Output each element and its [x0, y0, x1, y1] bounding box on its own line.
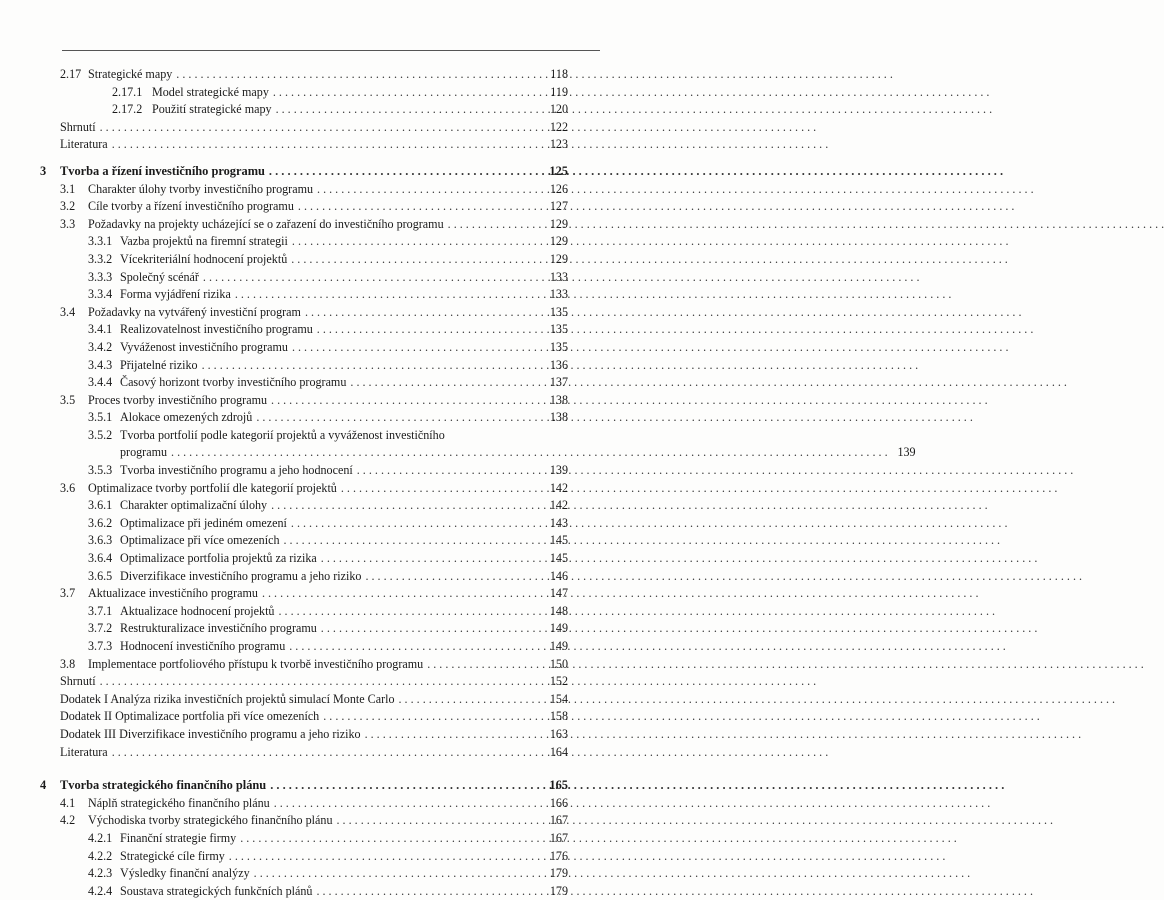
toc-entry-title: Literatura [60, 137, 108, 152]
toc-entry-number: 3.5.1 [88, 410, 113, 425]
dot-leader [292, 339, 540, 357]
dot-leader [270, 777, 540, 795]
toc-entry-title: Vyváženost investičního programu [120, 339, 288, 354]
toc-entry-number: 3.3.3 [88, 269, 113, 284]
toc-entry-page: 143 [549, 515, 568, 530]
dot-leader [276, 101, 540, 119]
toc-entry-number: 3.4.1 [88, 322, 113, 337]
toc-entry-title: Shrnutí [60, 119, 96, 134]
toc-entry-number: 3.7.3 [88, 639, 113, 653]
toc-chapter-page: 165 [549, 778, 568, 793]
toc-entry-page: 139 [549, 463, 568, 478]
toc-entry[interactable] [60, 480, 568, 498]
toc-entry-title: Požadavky na projekty ucházející se o zařazení do investičního programu [88, 216, 444, 231]
toc-entry-title: Východiska tvorby strategického finančního plánu [88, 813, 333, 828]
toc-entry-number: 3.6.5 [88, 568, 113, 583]
dot-leader [262, 585, 540, 603]
toc-entry[interactable] [60, 198, 568, 216]
toc-entry-title: Vazba projektů na firemní strategii [120, 234, 288, 249]
toc-entry[interactable] [60, 427, 916, 462]
toc-entry-title: Požadavky na vytvářený investiční program [88, 304, 301, 319]
toc-chapter-number: 4 [40, 778, 47, 793]
toc-entry-number: 3.3.1 [88, 234, 113, 249]
toc-entry-page: 166 [549, 795, 568, 810]
toc-entry-number: 3.6.2 [88, 515, 113, 530]
dot-leader [399, 691, 541, 709]
toc-entry-number: 4.2.3 [88, 866, 113, 881]
dot-leader [176, 66, 540, 84]
toc-entry-page: 129 [549, 251, 568, 266]
toc-entry-page: 139 [897, 445, 916, 460]
toc-entry-number: 3.6.3 [88, 533, 113, 548]
dot-leader [317, 321, 540, 339]
toc-entry-title: Implementace portfoliového přístupu k tvorbě investičního programu [88, 656, 424, 671]
toc-entry-page: 145 [549, 551, 568, 566]
dot-leader [291, 515, 540, 533]
toc-entry[interactable] [60, 357, 568, 375]
toc-entry-title: Alokace omezených zdrojů [120, 410, 253, 425]
dot-leader [321, 620, 540, 638]
toc-chapter-entry[interactable] [40, 163, 568, 181]
dot-leader [112, 136, 540, 154]
toc-entry-title: Dodatek III Diverzifikace investičního programu a jeho riziko [60, 726, 361, 741]
toc-entry-number: 3.3.4 [88, 287, 113, 302]
toc-entry-title: Diverzifikace investičního programu a jeho riziko [120, 568, 362, 583]
dot-leader [112, 744, 540, 762]
toc-entry-title: Cíle tvorby a řízení investičního programu [88, 199, 294, 214]
toc-entry-page: 136 [549, 357, 568, 372]
toc-entry[interactable] [60, 726, 568, 744]
toc-entry-number: 3.8 [60, 656, 76, 671]
toc-entry[interactable] [60, 532, 568, 550]
toc-entry[interactable] [60, 462, 568, 480]
toc-entry-title: Literatura [60, 744, 108, 759]
dot-leader [317, 181, 540, 199]
toc-entry-page: 149 [549, 639, 568, 653]
toc-entry-number: 4.2.2 [88, 848, 113, 863]
toc-entry-title: Soustava strategických funkčních plánů [120, 883, 313, 898]
toc-entry[interactable] [60, 673, 568, 691]
toc-entry-number: 3.6.4 [88, 551, 113, 566]
toc-entry[interactable] [60, 883, 568, 900]
toc-entry-title: Optimalizace tvorby portfolií dle kategorií projektů [88, 480, 337, 495]
toc-entry-title: Proces tvorby investičního programu [88, 392, 268, 407]
toc-entry-title: Optimalizace při více omezeních [120, 533, 280, 548]
toc-entry-page: 118 [550, 67, 568, 81]
toc-entry-page: 145 [549, 533, 568, 548]
dot-leader [289, 638, 540, 656]
toc-entry-page: 126 [549, 181, 568, 196]
toc-chapter-number: 3 [40, 163, 47, 178]
dot-leader [273, 84, 540, 102]
dot-leader [427, 656, 540, 674]
toc-entry-page: 142 [549, 480, 568, 495]
toc-entry-title: Strategické mapy [88, 67, 173, 81]
toc-entry-title: Použití strategické mapy [152, 102, 272, 117]
dot-leader [269, 163, 540, 181]
toc-entry[interactable] [60, 795, 568, 813]
dot-leader [274, 795, 540, 813]
toc-entry-title: Finanční strategie firmy [120, 830, 237, 845]
toc-entry-page: 147 [549, 586, 568, 601]
toc-entry-title: Společný scénář [120, 269, 199, 284]
toc-entry-page: 179 [549, 866, 568, 881]
toc-entry-number: 3.6 [60, 480, 76, 495]
dot-leader [171, 444, 888, 462]
toc-entry-title: Tvorba portfolií podle kategorií projektů a vyváženost investičního [120, 427, 445, 442]
toc-entry-title: Aktualizace investičního programu [88, 586, 258, 601]
toc-entry-title: Optimalizace portfolia projektů za rizika [120, 551, 317, 566]
toc-entry-number: 3.5.3 [88, 463, 113, 478]
toc-entry-number: 4.2 [60, 813, 76, 828]
dot-leader [202, 357, 540, 375]
toc-entry-page: 148 [549, 603, 568, 618]
toc-entry-page: 129 [549, 234, 568, 249]
toc-entry[interactable] [60, 181, 568, 199]
toc-entry-number: 3.4.4 [88, 375, 113, 390]
toc-entry-title: Vícekriteriální hodnocení projektů [120, 251, 288, 266]
toc-entry-number: 3.5.2 [88, 427, 113, 442]
dot-leader [365, 726, 540, 744]
toc-entry-number: 4.2.1 [88, 830, 113, 845]
dot-leader [350, 374, 540, 392]
toc-entry[interactable] [60, 497, 568, 515]
toc-entry[interactable] [60, 744, 568, 762]
toc-entry-number: 3.2 [60, 199, 76, 214]
dot-leader [240, 830, 540, 848]
dot-leader [448, 216, 540, 234]
toc-entry-number: 3.1 [60, 181, 76, 196]
toc-entry-page: 133 [549, 269, 568, 284]
toc-entry[interactable] [60, 119, 568, 137]
toc-entry-page: 164 [549, 744, 568, 759]
toc-entry[interactable] [60, 603, 568, 621]
toc-entry[interactable] [60, 848, 568, 866]
toc-entry-title: Charakter optimalizační úlohy [120, 498, 268, 513]
toc-entry-number: 3.6.1 [88, 498, 113, 513]
toc-entry-page: 119 [550, 84, 568, 99]
toc-entry-title: Náplň strategického finančního plánu [88, 795, 270, 810]
dot-leader [298, 198, 540, 216]
toc-entry[interactable] [60, 691, 568, 709]
dot-leader [357, 462, 540, 480]
toc-entry[interactable] [60, 638, 568, 656]
toc-entry-page: 142 [549, 498, 568, 513]
toc-chapter-title: Tvorba a řízení investičního programu [60, 163, 265, 178]
dot-leader [305, 304, 540, 322]
toc-entry-title: Výsledky finanční analýzy [120, 866, 250, 881]
toc-entry-page: 133 [549, 287, 568, 302]
toc-entry[interactable] [60, 585, 568, 603]
toc-entry-number: 3.4 [60, 304, 76, 319]
toc-entry-number: 3.7.1 [88, 603, 113, 618]
toc-entry-page: 135 [549, 339, 568, 354]
toc-entry[interactable] [60, 865, 568, 883]
toc-entry-title: Restrukturalizace investičního programu [120, 621, 317, 636]
toc-entry-number: 4.1 [60, 795, 76, 810]
toc-entry[interactable] [60, 339, 568, 357]
toc-chapter-entry[interactable] [40, 777, 568, 795]
toc-entry-title: Realizovatelnost investičního programu [120, 322, 313, 337]
toc-entry[interactable] [60, 656, 568, 674]
dot-leader [235, 286, 540, 304]
toc-entry[interactable] [60, 812, 568, 830]
toc-entry[interactable] [60, 101, 568, 119]
toc-entry-title: Přijatelné riziko [120, 357, 198, 372]
toc-entry-title-continued: programu [120, 445, 168, 460]
toc-entry-number: 3.7.2 [88, 621, 113, 636]
toc-entry-page: 138 [549, 410, 568, 425]
toc-entry-number: 2.17.1 [112, 84, 143, 99]
toc-entry[interactable] [60, 568, 568, 586]
toc-entry-title: Forma vyjádření rizika [120, 287, 231, 302]
toc-entry-page: 123 [549, 137, 568, 152]
toc-entry-page: 135 [549, 304, 568, 319]
dot-leader [271, 497, 540, 515]
toc-entry[interactable] [60, 321, 568, 339]
toc-entry-page: 138 [549, 392, 568, 407]
toc-entry-page: 120 [549, 102, 568, 117]
toc-entry-page: 135 [549, 322, 568, 337]
toc-entry-page: 167 [549, 813, 568, 828]
toc-entry-number: 3.4.3 [88, 357, 113, 372]
dot-leader [365, 568, 540, 586]
toc-entry[interactable] [60, 708, 568, 726]
toc-chapter-page: 125 [549, 163, 568, 178]
toc-entry-title: Shrnutí [60, 674, 96, 689]
toc-entry[interactable] [60, 66, 568, 84]
toc-entry-title: Optimalizace při jediném omezení [120, 515, 287, 530]
table-of-contents [40, 66, 916, 900]
toc-entry-title: Model strategické mapy [152, 84, 269, 99]
toc-entry-title: Dodatek II Optimalizace portfolia při více omezeních [60, 709, 320, 724]
dot-leader [254, 865, 540, 883]
toc-entry[interactable] [60, 286, 568, 304]
toc-entry-number: 2.17.2 [112, 102, 143, 117]
toc-entry-number: 3.7 [60, 586, 76, 601]
toc-entry-title: Aktualizace hodnocení projektů [120, 603, 275, 618]
toc-entry-number: 3.4.2 [88, 339, 113, 354]
toc-entry[interactable] [60, 515, 568, 533]
toc-entry-title: Tvorba investičního programu a jeho hodnocení [120, 463, 353, 478]
toc-entry[interactable] [60, 830, 568, 848]
toc-entry-number: 3.5 [60, 392, 76, 407]
dot-leader [321, 550, 540, 568]
dot-leader [100, 673, 540, 691]
dot-leader [284, 532, 541, 550]
toc-entry-title: Časový horizont tvorby investičního programu [120, 375, 347, 390]
toc-entry-number: 3.3 [60, 216, 76, 231]
toc-entry-page: 152 [549, 674, 568, 689]
dot-leader [256, 409, 540, 427]
toc-entry[interactable] [60, 251, 568, 269]
toc-entry-page: 176 [549, 848, 568, 863]
toc-entry[interactable] [60, 269, 568, 287]
toc-entry[interactable] [60, 84, 568, 102]
toc-entry-page: 129 [549, 216, 568, 231]
toc-chapter-title: Tvorba strategického finančního plánu [60, 778, 267, 793]
toc-entry-title: Strategické cíle firmy [120, 848, 225, 863]
toc-entry-number: 4.2.4 [88, 883, 113, 898]
toc-entry-page: 158 [549, 709, 568, 724]
toc-entry-title: Charakter úlohy tvorby investičního programu [88, 181, 314, 196]
dot-leader [292, 233, 540, 251]
toc-entry[interactable] [60, 374, 568, 392]
dot-leader [203, 269, 540, 287]
header-rule [62, 50, 600, 51]
toc-entry[interactable] [60, 136, 568, 154]
toc-entry-page: 179 [549, 883, 568, 898]
toc-entry[interactable] [60, 216, 568, 234]
dot-leader [337, 812, 541, 830]
toc-entry-page: 122 [549, 119, 568, 134]
dot-leader [100, 119, 540, 137]
toc-entry-page: 163 [549, 726, 568, 741]
toc-entry-page: 127 [549, 199, 568, 214]
toc-entry[interactable] [60, 409, 568, 427]
dot-leader [291, 251, 540, 269]
toc-entry[interactable] [60, 304, 568, 322]
dot-leader [341, 480, 540, 498]
toc-entry[interactable] [60, 550, 568, 568]
toc-entry-page: 154 [549, 691, 568, 706]
toc-entry-title: Dodatek I Analýza rizika investičních projektů simulací Monte Carlo [60, 691, 395, 706]
toc-entry-page: 150 [549, 656, 568, 671]
toc-entry[interactable] [60, 620, 568, 638]
dot-leader [323, 708, 540, 726]
toc-entry-title: Hodnocení investičního programu [120, 639, 286, 653]
toc-entry-number: 3.3.2 [88, 251, 113, 266]
dot-leader [271, 392, 540, 410]
toc-entry-number: 2.17 [60, 67, 82, 81]
toc-entry[interactable] [60, 233, 568, 251]
toc-entry-page: 167 [549, 830, 568, 845]
toc-entry[interactable] [60, 392, 568, 410]
toc-entry-page: 137 [549, 375, 568, 390]
dot-leader [229, 848, 540, 866]
dot-leader [316, 883, 540, 900]
toc-entry-page: 149 [549, 621, 568, 636]
dot-leader [278, 603, 540, 621]
toc-entry-page: 146 [549, 568, 568, 583]
